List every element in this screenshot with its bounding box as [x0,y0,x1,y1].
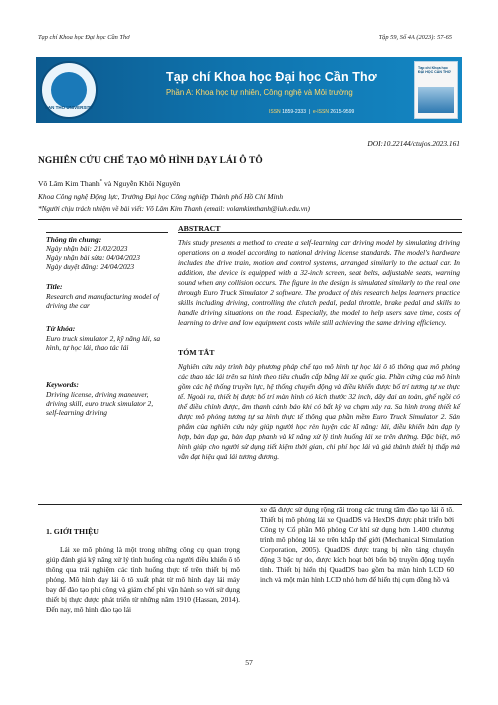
issn-online: 2615-9599 [330,109,355,115]
abstract-text: This study presents a method to create a self-learning car driving model by simulating driving operations on a model according to national driving license standards. The model's hardware includes the drive train, motion and control systems, arranged similarly to the actual car. In addition, the device is equipped with a 32-inch screen, seat belts, adjustable seats, warning sound when any collision occurs. The figure in the design is simulated similarly to the real one through Euro Truck Simulator 2 software. The product of this research helps learners practice skills including driving, controlling the clutch pedal, pedal throttle, brake pedal and skills to handle driving situations on the road. Especially, the model to help users save time, costs of learning to drive and low equipment costs while still achieving the same driving efficiency. [178,238,460,327]
intro-col2: xe đã được sử dụng rộng rãi trong các trung tâm đào tạo lái ô tô. Thiết bị mô phỏng lái xe QuadDS và HexDS được phát triển bởi Công ty Cổ phần Mô phỏng Cơ khí sử dụng hơn 1.400 chương trình mô phỏng lái xe trên khắp thế giới (Mechanical Simulation Corporation, 2005). QuadDS được trang bị nền tảng chuyển động 3 bậc tự do, được kích hoạt bởi bốn bộ truyền động tuyến tính. Thiết bị hiển thị QuadDS bao gồm ba màn hình LCD 60 inch và một màn hình LCD nhỏ hơn để hiển thị cụm đồng hồ và [260,505,454,584]
corresponding-mark: * [99,179,103,185]
author-first: Võ Lâm Kim Thanh [38,179,100,188]
banner-title: Tạp chí Khoa học Đại học Cần Thơ [166,70,377,84]
issn-print: 1859-2333 [282,109,306,115]
summary-heading: TÓM TẮT [178,348,215,357]
doi: DOI:10.22144/ctujos.2023.161 [367,139,460,148]
keywords-vi-heading: Từ khóa: [46,324,76,333]
cover-title: Tạp chí Khoa học ĐẠI HỌC CẦN THƠ [418,66,451,75]
divider-info [46,232,168,233]
cover-image [418,87,454,113]
title-en-heading: Title: [46,282,63,291]
info-heading: Thông tin chung: [46,235,102,244]
date-revised: Ngày nhận bài sửa: 04/04/2023 [46,253,140,262]
running-header-right: Tập 59, Số 4A (2023): 57-65 [378,34,452,41]
author-rest: và Nguyễn Khôi Nguyên [102,179,181,188]
summary-text: Nghiên cứu này trình bày phương pháp chế tạo mô hình tự học lái ô tô thông qua mô phỏng các thao tác lái trên sa hình theo tiêu chuẩn cấp bằng lái xe quốc gia. Phần cứng của mô hình gồm các hệ thống truyền lực, hệ thống chuyển động và điều khiển được bố trí tương tự xe thực tế. Ngoài ra, thiết bị được bố trí màn hình có kích thước 32 inch, dây đai an toàn, ghế ngồi có thể điều chỉnh được, âm thanh cảnh báo khi có bất kỳ va chạm xảy ra. Sa hình trong thiết kế được mô phỏng tương tự sa hình thực tế thông qua phần mềm Euro Truck Simulator 2. Sản phẩm của nghiên cứu này giúp người học rèn luyện các kĩ năng: lái, điều khiển bàn đạp ly hợp, bàn đạp ga, bàn đạp phanh và kĩ năng xử lý tình huống lái xe trên đường. Đặc biệt, mô hình giúp cho người sử dụng tiết kiệm thời gian, chi phí học lái và giá thành thiết bị thấp mà vẫn đạt hiệu quả lái tương đương. [178,362,460,461]
divider-top [38,219,462,220]
keywords-vi: Euro truck simulator 2, kỹ năng lái, sa hình, tự học lái, thao tác lái [46,334,161,352]
logo-emblem-icon [51,72,87,108]
intro-col1: Lái xe mô phỏng là một trong những công cụ quan trọng giúp đánh giá kỹ năng xử lý tình huống của người điều khiển ô tô thông qua trải nghiệm các tình huống thực tế trên thiết bị mô phỏng. Mô hình dạy lái ô tô xuất phát từ mô hình dạy lái máy bay để đào tạo phi công và giám chế phi vận hành so với sử dụng thiết bị thực được phát triển từ những năm 1910 (Hassan, 2014). Đến nay, mô hình đào tạo lái [46,545,240,614]
abstract-heading: ABSTRACT [178,224,221,233]
issn-online-label: e-ISSN [312,109,329,115]
keywords-en-heading: Keywords: [46,380,79,389]
title-en: Research and manufacturing model of driving the car [46,292,160,310]
keywords-en: Driving license, driving maneuver, driving skill, euro truck simulator 2, self-learning driving [46,390,154,417]
university-logo [40,61,98,119]
section-heading-intro: 1. GIỚI THIỆU [46,527,99,536]
corresponding-author: *Người chịu trách nhiệm về bài viết: Võ Lâm Kim Thanh (email: volamkimthanh@iuh.edu.vn) [38,205,310,213]
divider-abstract [178,232,462,233]
logo-text: CAN THO UNIVERSITY [44,105,94,110]
date-accepted: Ngày duyệt đăng: 24/04/2023 [46,262,135,271]
issn-print-label: ISSN [269,109,281,115]
journal-banner [36,57,462,123]
paper-title: NGHIÊN CỨU CHẾ TẠO MÔ HÌNH DẠY LÁI Ô TÔ [38,156,263,166]
page-number: 57 [245,658,253,667]
affiliation: Khoa Công nghệ Động lực, Trường Đại học Công nghiệp Thành phố Hồ Chí Minh [38,192,284,201]
authors [38,179,180,188]
banner-issn: ISSN 1859-2333 | e-ISSN 2615-9599 [269,109,355,115]
banner-subtitle: Phần A: Khoa học tự nhiên, Công nghệ và Môi trường [166,88,353,97]
date-received: Ngày nhận bài: 21/02/2023 [46,244,128,253]
journal-cover-thumbnail [414,61,458,119]
running-header-left: Tạp chí Khoa học Đại học Cần Thơ [38,34,130,41]
